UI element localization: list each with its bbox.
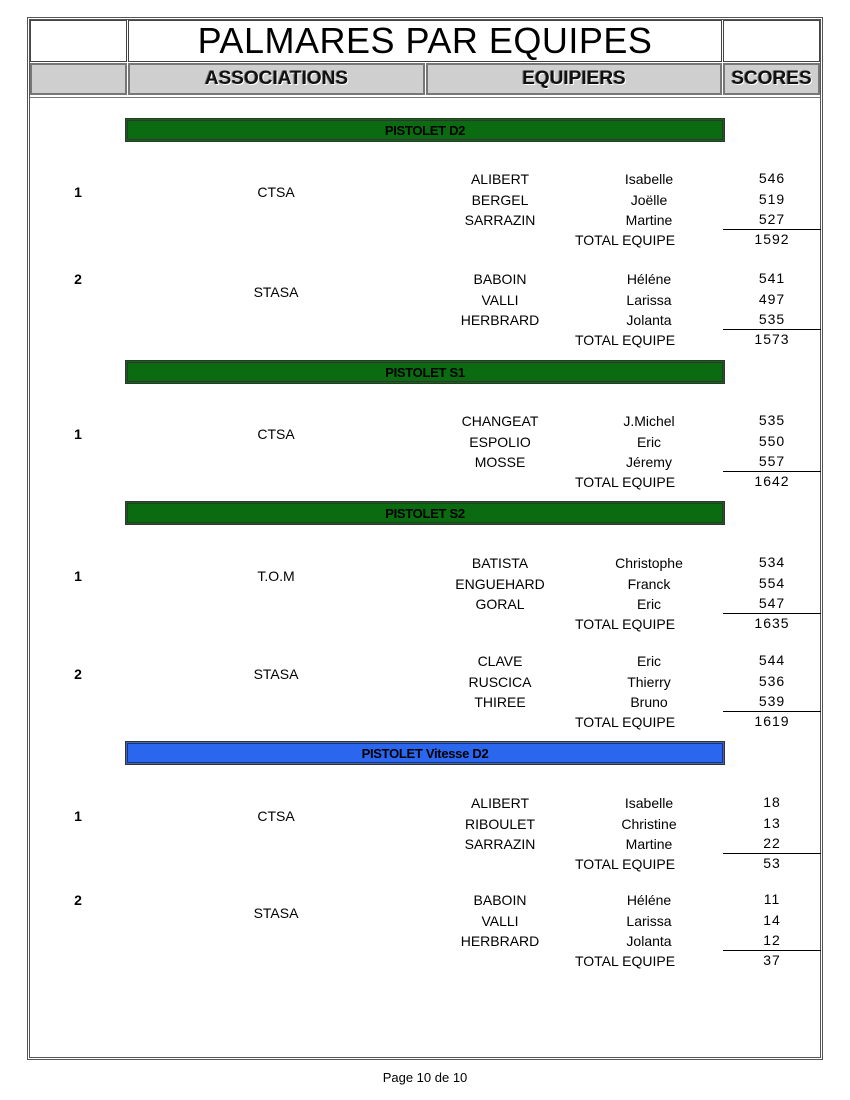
team-total: 1635 [754,615,790,631]
member-last-name: BATISTA [471,555,529,571]
member-last-name: GORAL [475,596,525,612]
member-score: 536 [758,673,786,689]
member-last-name: RIBOULET [464,816,536,832]
member-last-name: SARRAZIN [464,212,536,228]
member-first-name: Eric [636,596,662,612]
member-first-name: Héléne [626,892,672,908]
member-last-name: CHANGEAT [461,413,539,429]
section-banner: PISTOLET S1 [125,360,725,384]
team-rank: 2 [74,892,82,908]
title-left-cell [30,20,127,62]
team-total: 53 [763,855,781,871]
member-last-name: HERBRARD [460,312,540,328]
page-title: PALMARES PAR EQUIPES [128,20,722,62]
team-total: 1619 [754,713,790,729]
team-total: 1573 [754,331,790,347]
member-score: 539 [758,693,786,709]
member-first-name: Jéremy [626,454,672,470]
member-last-name: BERGEL [471,192,529,208]
member-first-name: Eric [636,434,662,450]
member-first-name: Larissa [626,292,672,308]
team-rank: 1 [74,426,82,442]
member-last-name: BABOIN [473,271,527,287]
member-last-name: BABOIN [473,892,527,908]
member-score: 547 [758,595,786,611]
total-rule [723,711,821,712]
member-last-name: THIREE [474,694,526,710]
member-first-name: Martine [625,836,673,852]
member-score: 497 [758,291,786,307]
header-equipiers: EQUIPIERS [426,63,722,95]
member-first-name: Christophe [615,555,683,571]
member-score: 535 [758,311,786,327]
member-first-name: Héléne [626,271,672,287]
team-association: T.O.M [257,568,295,584]
team-total: 1592 [754,231,790,247]
member-last-name: ALIBERT [470,795,530,811]
member-score: 557 [758,453,786,469]
member-first-name: J.Michel [623,413,675,429]
member-first-name: Franck [627,576,671,592]
team-rank: 2 [74,271,82,287]
member-first-name: Isabelle [624,795,674,811]
total-rule [723,229,821,230]
total-label: TOTAL EQUIPE [574,474,676,490]
total-label: TOTAL EQUIPE [574,616,676,632]
total-rule [723,613,821,614]
member-last-name: SARRAZIN [464,836,536,852]
header-separator [30,97,820,98]
member-first-name: Joëlle [630,192,668,208]
member-score: 527 [758,211,786,227]
team-association: CTSA [257,808,295,824]
member-last-name: CLAVE [477,653,523,669]
member-last-name: VALLI [481,292,519,308]
member-score: 546 [758,170,786,186]
team-total: 1642 [754,473,790,489]
member-first-name: Isabelle [624,171,674,187]
member-score: 534 [758,554,786,570]
team-rank: 1 [74,184,82,200]
member-score: 22 [763,835,781,851]
member-last-name: ALIBERT [470,171,530,187]
member-score: 550 [758,433,786,449]
total-label: TOTAL EQUIPE [574,332,676,348]
member-score: 14 [763,912,781,928]
member-last-name: RUSCICA [468,674,532,690]
member-first-name: Martine [625,212,673,228]
member-score: 12 [763,932,781,948]
team-association: CTSA [257,426,295,442]
header-associations: ASSOCIATIONS [128,63,425,95]
total-rule [723,329,821,330]
total-label: TOTAL EQUIPE [574,953,676,969]
total-rule [723,853,821,854]
member-score: 535 [758,412,786,428]
team-rank: 1 [74,808,82,824]
member-score: 18 [763,794,781,810]
team-total: 37 [763,952,781,968]
member-last-name: ENGUEHARD [455,576,545,592]
member-score: 541 [758,270,786,286]
total-label: TOTAL EQUIPE [574,232,676,248]
team-association: STASA [253,905,299,921]
member-last-name: VALLI [481,913,519,929]
header-blank-cell [30,63,127,95]
team-association: STASA [253,284,299,300]
member-last-name: ESPOLIO [469,434,531,450]
team-rank: 2 [74,666,82,682]
team-association: CTSA [257,184,295,200]
member-first-name: Jolanta [626,933,672,949]
member-first-name: Bruno [630,694,668,710]
section-banner: PISTOLET Vitesse D2 [125,741,725,765]
title-right-cell [723,20,820,62]
member-score: 544 [758,652,786,668]
page-frame [27,17,823,1060]
section-banner: PISTOLET D2 [125,118,725,142]
team-association: STASA [253,666,299,682]
member-first-name: Larissa [626,913,672,929]
member-first-name: Eric [636,653,662,669]
total-rule [723,471,821,472]
team-rank: 1 [74,568,82,584]
member-first-name: Thierry [627,674,671,690]
member-last-name: MOSSE [474,454,526,470]
header-scores: SCORES [723,63,820,95]
section-banner: PISTOLET S2 [125,501,725,525]
member-first-name: Christine [621,816,677,832]
member-score: 13 [763,815,781,831]
member-score: 519 [758,191,786,207]
total-rule [723,950,821,951]
member-last-name: HERBRARD [460,933,540,949]
total-label: TOTAL EQUIPE [574,856,676,872]
total-label: TOTAL EQUIPE [574,714,676,730]
member-score: 11 [763,891,781,907]
member-score: 554 [758,575,786,591]
member-first-name: Jolanta [626,312,672,328]
page-footer: Page 10 de 10 [382,1070,468,1085]
